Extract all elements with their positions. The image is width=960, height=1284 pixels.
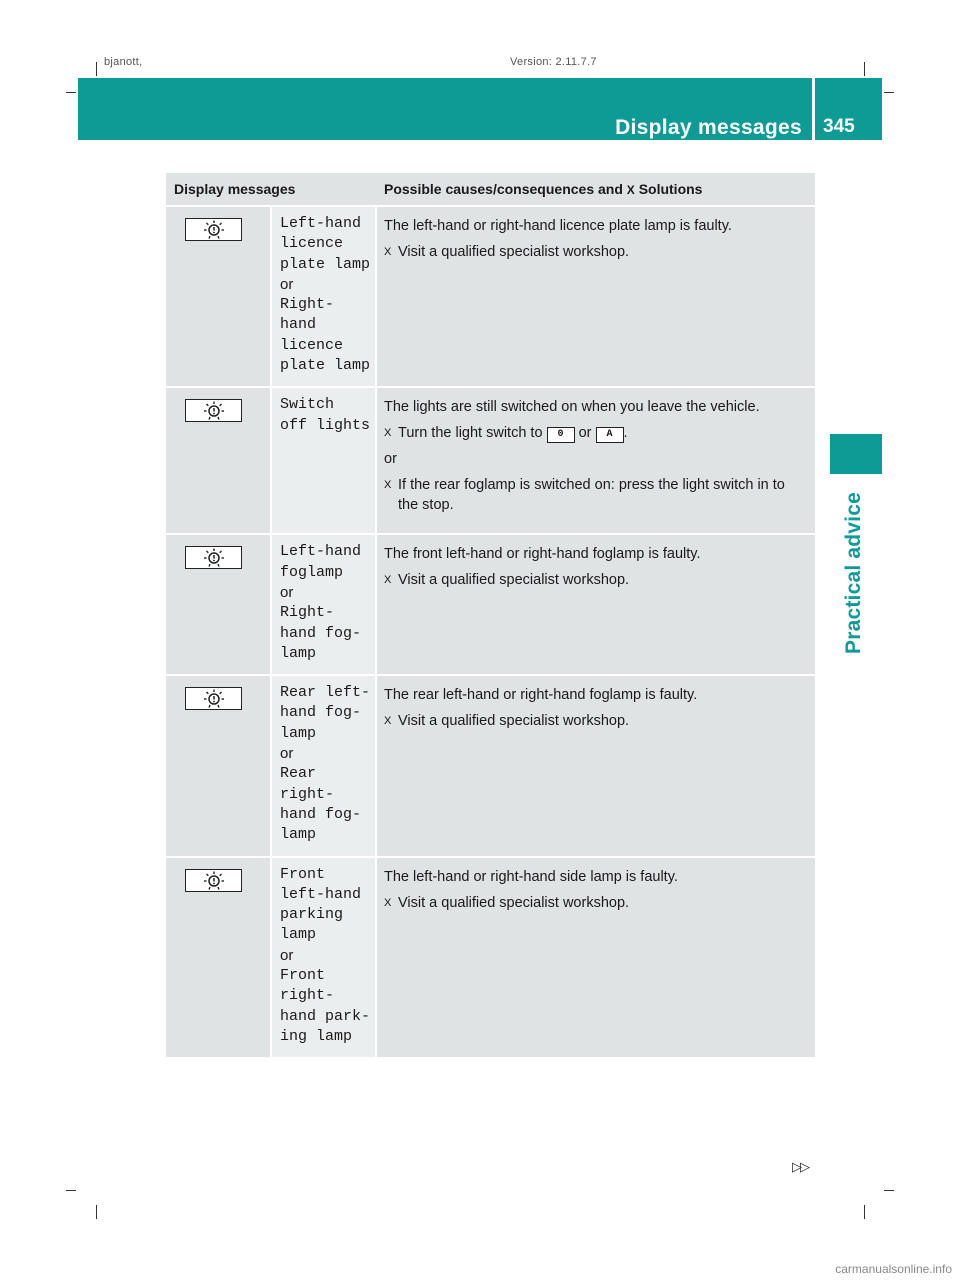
inline-or: or	[578, 425, 592, 442]
page-number: 345	[823, 116, 855, 137]
message-line: Left-hand	[280, 215, 362, 232]
solution-step	[384, 893, 809, 913]
message-or: or	[280, 946, 294, 964]
cause-text: The left-hand or right-hand licence plate lamp is faulty.	[384, 218, 732, 234]
message-line: off lights	[280, 416, 371, 434]
icon-cell	[166, 675, 271, 856]
page-title: Display messages	[615, 116, 802, 139]
icon-cell	[166, 387, 271, 534]
message-cell	[271, 857, 376, 1059]
table-row	[166, 206, 815, 387]
header-divider	[812, 78, 815, 140]
message-or: or	[280, 745, 294, 763]
message-line: Front	[280, 967, 326, 985]
message-line: hand fog‐	[280, 624, 362, 642]
message-line: Switch	[280, 396, 335, 414]
table-row	[166, 675, 815, 856]
column-header-solutions: Solutions	[638, 181, 703, 197]
column-header-display: Display messages	[166, 173, 376, 206]
table-row	[166, 387, 815, 534]
page-header	[78, 78, 882, 140]
solution-step-content	[398, 711, 629, 731]
icon-cell	[166, 857, 271, 1059]
message-line: Rear left-	[280, 684, 371, 702]
solution-step-content	[398, 893, 629, 913]
cause-text: The left-hand or right-hand side lamp is faulty.	[384, 868, 678, 885]
message-line: parking	[280, 906, 344, 924]
solution-step	[384, 711, 809, 731]
bulb-fault-icon	[185, 546, 242, 569]
solution-step-text: Visit a qualified specialist workshop.	[398, 244, 630, 260]
next-page-icon: ▷▷	[792, 1159, 808, 1174]
message-line: lamp	[280, 826, 317, 844]
message-line: right-	[280, 987, 335, 1005]
section-label: Practical advice	[842, 492, 865, 654]
arrow-icon: X	[626, 183, 635, 197]
solution-cell	[376, 675, 815, 856]
solution-step	[384, 423, 809, 443]
crop-mark	[66, 92, 76, 93]
arrow-icon: X	[384, 427, 392, 440]
message-cell	[271, 534, 376, 675]
arrow-icon: X	[384, 479, 392, 492]
message-line: plate lamp	[280, 255, 371, 273]
bulb-fault-icon	[185, 218, 242, 241]
message-line: lamp	[280, 724, 317, 742]
message-line: Front	[280, 865, 326, 883]
arrow-icon: X	[384, 246, 392, 258]
crop-mark	[864, 1205, 865, 1219]
message-line: hand park‐	[280, 1007, 371, 1025]
message-line: licence	[280, 336, 344, 354]
light-switch-auto-icon: A	[596, 427, 624, 443]
message-line: Right-	[280, 604, 335, 622]
bulb-fault-icon	[185, 687, 242, 710]
solution-cell	[376, 857, 815, 1059]
message-or: or	[280, 583, 294, 601]
solution-step-content: Turn the light switch to 0 or A .	[398, 425, 628, 442]
icon-cell	[166, 206, 271, 387]
crop-mark	[864, 62, 865, 76]
message-line: Rear	[280, 765, 317, 783]
section-tab	[830, 434, 882, 474]
message-line: Left-hand	[280, 543, 362, 561]
message-line: hand fog‐	[280, 805, 362, 823]
solution-step-text: Visit a qualified specialist workshop.	[398, 894, 630, 911]
solution-step	[384, 570, 809, 590]
message-line: lamp	[280, 644, 317, 662]
solution-step-content	[398, 242, 629, 262]
table-header-row	[166, 173, 815, 206]
column-header-causes	[376, 173, 815, 206]
cause-text: The rear left-hand or right-hand foglamp is faulty.	[384, 687, 698, 704]
print-meta-version: Version: 2.11.7.7	[510, 56, 597, 68]
solution-step	[384, 475, 809, 515]
solution-step-text: Turn the light switch to	[398, 425, 543, 442]
solution-cell	[376, 534, 815, 675]
solution-step-content	[398, 570, 629, 590]
light-switch-off-icon: 0	[547, 427, 575, 443]
arrow-icon: X	[384, 574, 392, 587]
message-line: hand	[280, 316, 317, 334]
print-meta-left: bjanott,	[104, 56, 143, 68]
arrow-icon: X	[384, 896, 392, 909]
alternative-or: or	[384, 451, 397, 468]
solution-step-content	[398, 475, 809, 515]
message-cell	[271, 206, 376, 387]
message-line: licence	[280, 235, 344, 253]
bulb-fault-icon	[185, 869, 242, 892]
table-row	[166, 534, 815, 675]
crop-mark	[884, 1190, 894, 1191]
solution-step-text: Visit a qualified specialist workshop.	[398, 713, 630, 730]
message-line: lamp	[280, 926, 317, 944]
message-line: left-hand	[280, 885, 362, 903]
crop-mark	[66, 1190, 76, 1191]
solution-step-text: Visit a qualified specialist workshop.	[398, 572, 630, 589]
footer-watermark: carmanualsonline.info	[835, 1262, 952, 1276]
bulb-fault-icon	[185, 399, 242, 422]
solution-step	[384, 242, 809, 262]
column-header-causes-text: Possible causes/consequences and	[384, 181, 623, 197]
solution-cell	[376, 206, 815, 387]
message-line: foglamp	[280, 563, 344, 581]
message-line: right-	[280, 785, 335, 803]
message-line: ing lamp	[280, 1027, 353, 1045]
message-line: hand fog‐	[280, 704, 362, 722]
message-line: Right-	[280, 296, 335, 314]
solution-step-text: If the rear foglamp is switched on: press the light switch in to the stop.	[398, 477, 785, 514]
crop-mark	[884, 92, 894, 93]
table-row	[166, 857, 815, 1059]
message-or: or	[280, 275, 294, 293]
message-line: plate lamp	[280, 357, 371, 375]
crop-mark	[96, 1205, 97, 1219]
display-messages-table	[166, 173, 815, 1059]
crop-mark	[96, 62, 97, 76]
icon-cell	[166, 534, 271, 675]
cause-text: The lights are still switched on when you leave the vehicle.	[384, 399, 760, 416]
cause-text: The front left-hand or right-hand foglamp is faulty.	[384, 546, 701, 563]
arrow-icon: X	[384, 715, 392, 728]
message-cell	[271, 387, 376, 534]
message-cell	[271, 675, 376, 856]
solution-cell	[376, 387, 815, 534]
